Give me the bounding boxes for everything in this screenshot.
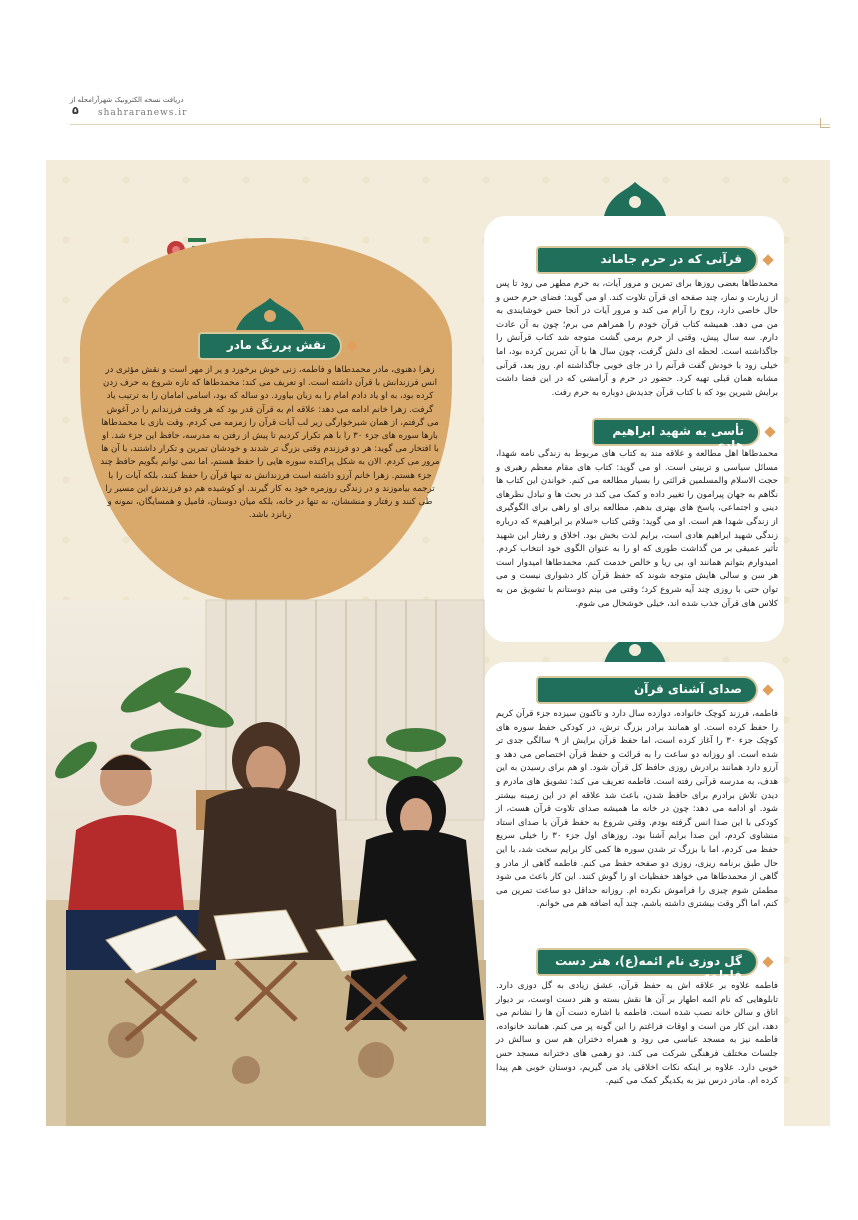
arabesque-top-icon [600, 180, 670, 218]
section-body-embroidery: فاطمه علاوه بر علاقه اش به حفظ قرآن، عشق زیادی به گل دوزی دارد. تابلوهایی که نام ائمه اطهار بر آن ها نقش بسته و هنر دست اوست، بر دیوار اتاق و سالن خانه نصب شده است. فاطمه با اشاره دست آن ها را نشانم می دهد، این کار من است و اوقات فراغتم را این گونه پر می کنم. همانند خانواده، فاطمه نیز به مسجد عباسی می رود و همراه دختران هم سن و سالش در جلسات مختلف فرهنگی شرکت می کند. دو رهمی های دخترانه مسجد حس خوبی دارد. علاوه بر اینکه نکات اخلاقی یاد می گیریم، دوستان خوبی هم پیدا کرده ام. مادر درس نیز به یکدیگر کمک می کنیم. [496, 981, 778, 1087]
section-title-familiar-quran-voice: صدای آشنای قرآن [538, 678, 756, 702]
section-title-martyr-ebrahim-hadi: تأسی به شهید ابراهیم هادی [594, 420, 758, 444]
header-divider [70, 124, 830, 125]
section-title-embroidery: گل دوزی نام ائمه(ع)، هنر دست فاطمه [538, 950, 756, 974]
section-body-familiar-quran-voice: فاطمه، فرزند کوچک خانواده، دوازده سال دارد و تاکنون سیزده جزء قرآن کریم را حفظ کرده است. او همانند برادر بزرگ ترش، در کودکی حفظ سوره های کوچک جزء ۳۰ را آغاز کرده است، اما حفظ قرآن برایش از ۹ سالگی جدی تر شده است. او روزانه دو ساعت را به قرائت و حفظ قرآن اختصاص می دهد و آرزو دارد همانند برادرش روزی حافظ کل قرآن شود. او هم برای رسیدن به این هدف، به مدرسه قرآنی رفته است. فاطمه تعریف می کند: تشویق های مادرم و دیدن تلاش برادرم برای حافظ شدن، باعث شد علاقه ام در این زمینه بیشتر شود. او ادامه می دهد: چون در خانه ما همیشه صدای تلاوت قرآن هست، از کودکی با این صدا انس گرفته بودم. وقتی شروع به حفظ قرآن با صدای استاد منشاوی کردم، این صدا برایم آشنا بود. روزهای اول جزء ۳۰ را خیلی سریع حفظ می کردم، اما با بزرگ تر شدن سوره ها کمی کار برایم سخت شد، با این حال طبق برنامه ریزی، روزی دو صفحه حفظ می کنم. فاطمه گاهی از مادر و گاهی از محمدطاها می خواهد حفظیات او را گوش کنند. این کار باعث می شود مطمئن شوم چیزی را فراموش نکرده ام. روزانه حداقل دو ساعت تمرین می کنم، اما اگر وقت بیشتری داشته باشم، چند آیه اضافه هم می خوانم. [496, 709, 778, 910]
section-body-quran-in-shrine: محمدطاها بعضی روزها برای تمرین و مرور آیات، به حرم مطهر می رود تا پس از زیارت و نماز، چند صفحه ای قرآن تلاوت کند. او می گوید: فضای حرم حس و حال خاصی دارد، روح را آرام می کند و مرور آیات در آنجا حس خوشایندی به من می دهد. همیشه کتاب قرآن خودم را همراهم می برم؛ چون به آن عادت دارم. سه سال پیش، وقتی از حرم برمی گشت متوجه شد کتاب قرآنش را جاگذاشته است. لحظه ای دلش گرفت، چون سال ها با آن تمرین کرده بود، اما خیلی زود با خودش گفت قرآنم را در جای خوبی جاگذاشته ام. روز بعد، قرآنی مشابه همان قبلی تهیه کرد. حضور در حرم و آرامشی که در این فضا داشت برایش شیرین بود که با کتاب قرآن جدیدش دوباره به حرم رفت. [496, 279, 778, 398]
site-url[interactable]: shahraranews.ir [98, 108, 188, 118]
family-photo [46, 600, 484, 1126]
header-corner-ornament [820, 118, 830, 128]
header-caption: دریافت نسخه الکترونیک شهرآرامحله از [70, 96, 184, 104]
page-number: ۵ [72, 104, 79, 117]
section-title-quran-in-shrine: قرآنی که در حرم جاماند [538, 248, 756, 272]
arabesque-orange-icon [232, 296, 308, 332]
page-header [40, 88, 830, 138]
section-title-mother-role: نقش پررنگ مادر [200, 334, 340, 358]
section-body-martyr-ebrahim-hadi: محمدطاها اهل مطالعه و علاقه مند به کتاب های مربوط به زندگی نامه شهدا، مسائل سیاسی و تربیتی است. او می گوید: کتاب های مقام معظم رهبری و حجت الاسلام والمسلمین قرائتی را بسیار مطالعه می کنم. خواندن این کتاب ها نگاهم به جهان پیرامون را تغییر داده و کمک می کند در بحث ها و تبادل نظرهای دینی و اجتماعی، پاسخ های بهتری بدهم. مطالعه برای او راهی برای الگوگیری از زندگی شهدا هم است. او می گوید: وقتی کتاب «سلام بر ابراهیم» که درباره زندگی شهید ابراهیم هادی است، برایم لذت بخش بود. اخلاق و رفتار این شهید تأثیر عمیقی بر من گذاشت طوری که او را به عنوان الگوی خود انتخاب کردم. امیدوارم بتوانم همانند او، بی ریا و خالص خدمت کنم. محمدطاها امیدوار است هر سن و سالی هایش متوجه شوند که حفظ قرآن کار دشواری نیست و می توان حتی با روزی چند آیه شروع کرد؛ وقتی می بینم دوستانم با تشویق من به کلاس های قرآن جذب شده اند، خیلی خوشحال می شوم. [496, 449, 778, 609]
section-body-mother-role: زهرا دهنوی، مادر محمدطاها و فاطمه، زنی خوش برخورد و پر از مهر است و نقش مؤثری در انس فرزندانش با قرآن داشته است. او تعریف می کند: محمدطاها که تازه شروع به حرف زدن کرده بود، به او یاد دادم امام را به زبان بیاورد. دو ساله که بود، اسامی امامان را به ترتیب یاد گرفت. زهرا خانم ادامه می دهد: علاقه ام به قرآن قدر بود که هر وقت فرزندانم را در آغوش می گرفتم، از همان شیرخوارگی زیر لب آیات قرآن را زمزمه می کردم. وقت بازی با محمدطاها بارها سوره های جزء ۳۰ را با هم تکرار کردیم تا پیش از رفتن به مدرسه، حافظ این جزء شد. او با افتخار می گوید: هر دو فرزندم وقتی بزرگ تر شدند و خودشان تمرین و تکرار داشتند، با آن ها مرور می کردم. الان به شکل پراکنده سوره هایی را حفظ هستم، اما نمی توانم بگویم حافظ چند جزء هستم. زهرا خانم آرزو داشته است فرزندانش نه تنها قرآن را حفظ کنند، بلکه آیات را با ترجمه بیاموزند و در زندگی روزمره خود به کار گیرند. او کوشیده هم دو فرزندش این مسیر را طی کنند و رفتار و منششان، نه تنها در خانه، بلکه میان دوستان، فامیل و همسایگان، نمونه و زبانزد باشد. [100, 365, 440, 521]
family-photo-illustration [46, 600, 484, 1126]
